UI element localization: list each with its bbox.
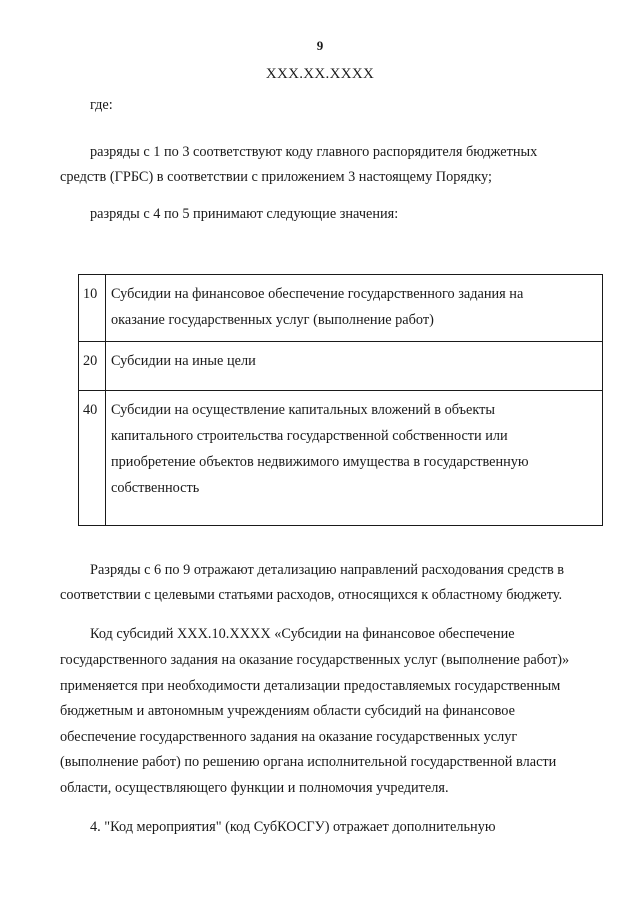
code-format: XXX.XX.XXXX (265, 66, 375, 82)
table-row (79, 275, 603, 342)
table-row (79, 342, 603, 391)
page-number: 9 (316, 38, 324, 53)
paragraph-line: 4. "Код мероприятия" (код СубКОСГУ) отражает дополнительную (90, 819, 496, 835)
paragraph-line: государственного задания на оказание государственных услуг (выполнение работ)» (60, 652, 570, 668)
table-cell-code: 40 (79, 391, 106, 526)
cell-line: Субсидии на финансовое обеспечение государственного задания на (111, 286, 524, 302)
table-cell-code: 20 (79, 342, 106, 391)
cell-line: капитального строительства государственной собственности или (111, 428, 508, 444)
cell-line: собственность (111, 480, 200, 496)
paragraph-line: средств (ГРБС) в соответствии с приложением 3 настоящему Порядку; (60, 169, 492, 185)
paragraph-line: Код субсидий XXX.10.XXXX «Субсидии на финансовое обеспечение (90, 626, 515, 642)
paragraph-line: применяется при необходимости детализации предоставляемых государственным (60, 678, 561, 694)
table-cell-description (106, 342, 603, 391)
cell-line: оказание государственных услуг (выполнение работ) (111, 312, 434, 328)
table-cell-description (106, 391, 603, 526)
table-cell-code: 10 (79, 275, 106, 342)
cell-line: приобретение объектов недвижимого имущества в государственную (111, 454, 529, 470)
paragraph-line: соответствии с целевыми статьями расходов, относящихся к областному бюджету. (60, 587, 563, 603)
cell-line: Субсидии на иные цели (111, 353, 256, 369)
paragraph-line: (выполнение работ) по решению органа исполнительной государственной власти (60, 754, 557, 770)
subsidy-codes-table (78, 274, 603, 526)
paragraph-line: разряды с 1 по 3 соответствуют коду главного распорядителя бюджетных (90, 144, 538, 160)
table-row (79, 391, 603, 526)
paragraph-line: обеспечение государственного задания на оказание государственных услуг (60, 729, 518, 745)
paragraph-line: Разряды с 6 по 9 отражают детализацию направлений расходования средств в (90, 562, 565, 578)
where-label: где: (90, 97, 113, 113)
paragraph-line: бюджетным и автономным учреждениям области субсидий на финансовое (60, 703, 515, 719)
table-cell-description (106, 275, 603, 342)
cell-line: Субсидии на осуществление капитальных вложений в объекты (111, 402, 496, 418)
paragraph-line: области, осуществляющего функции и полномочия учредителя. (60, 780, 449, 796)
paragraph-line: разряды с 4 по 5 принимают следующие значения: (90, 206, 399, 222)
